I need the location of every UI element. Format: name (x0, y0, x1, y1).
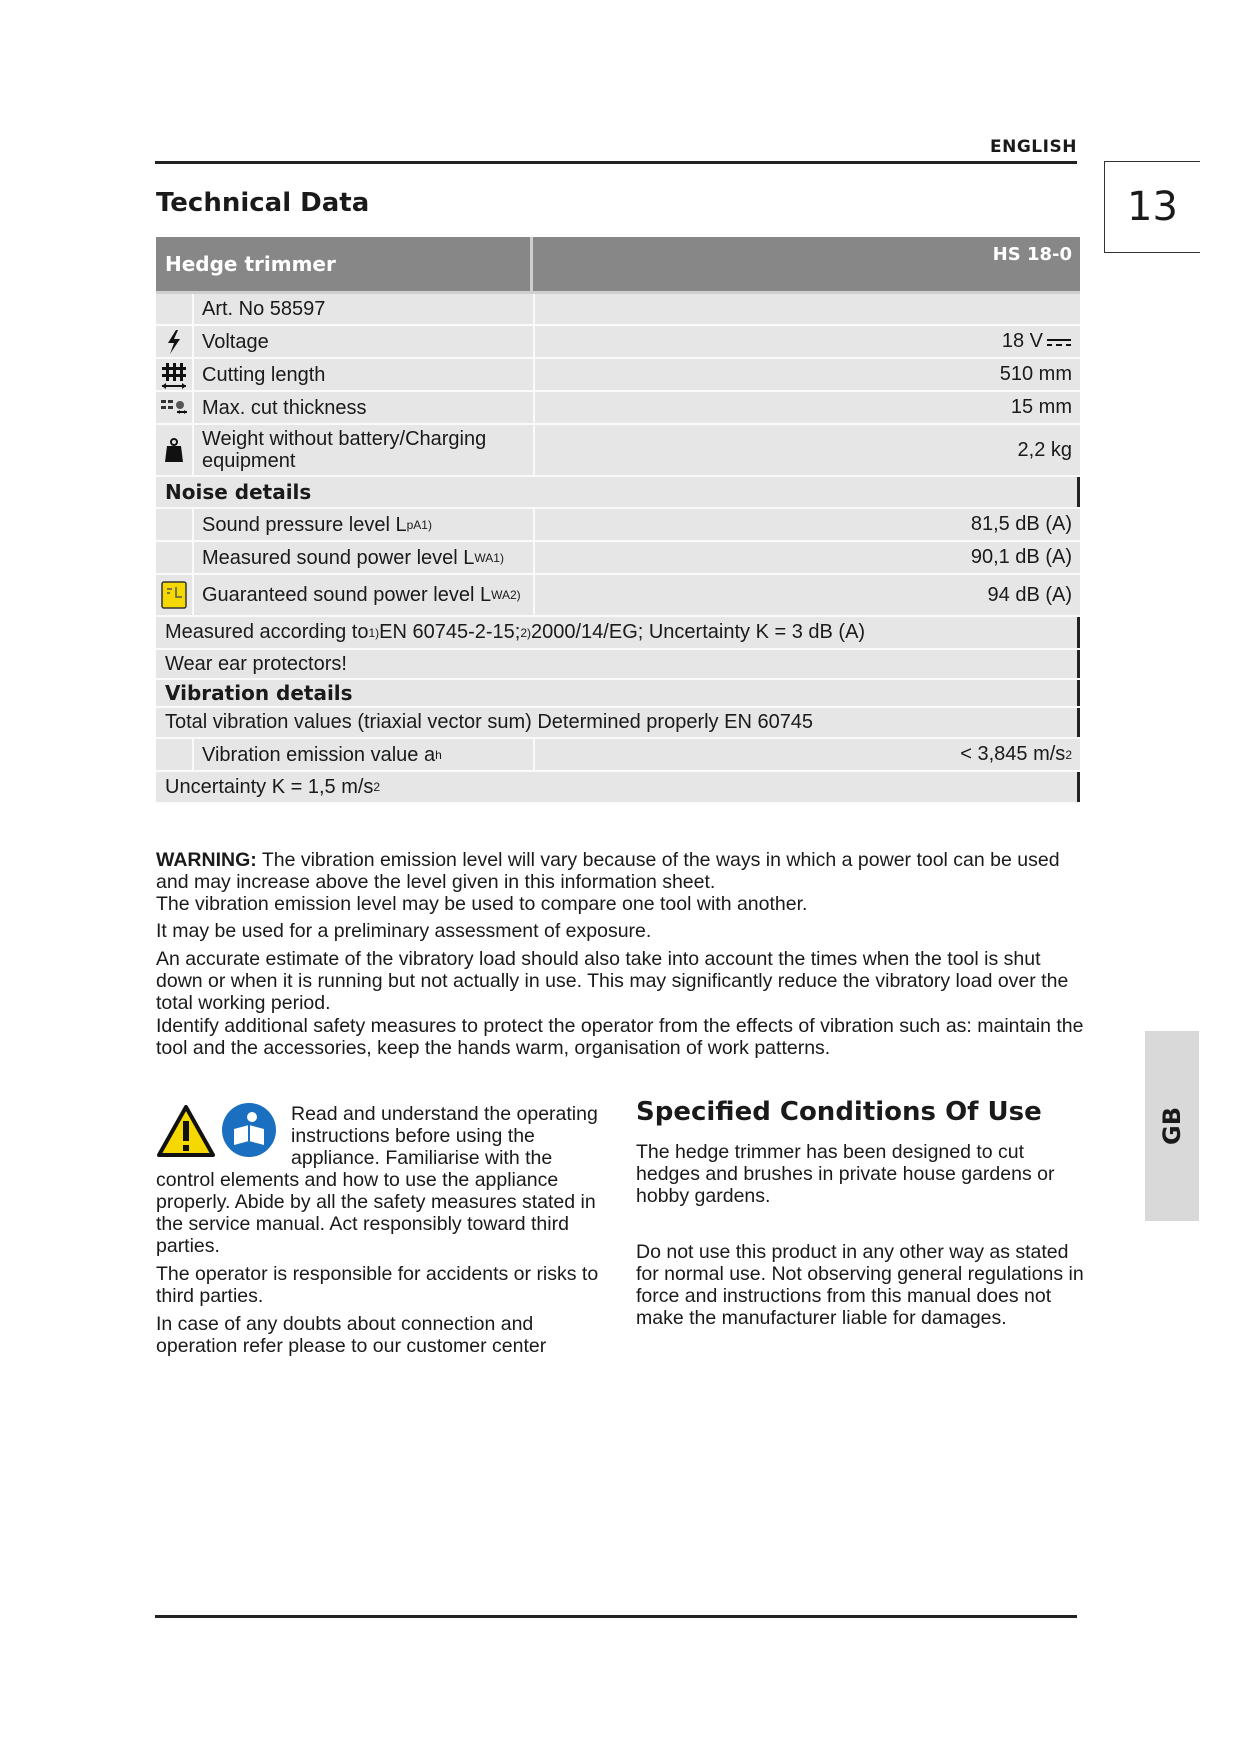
table-row (156, 425, 1080, 477)
table-row (156, 326, 1080, 359)
cutting-length-value: 510 mm (999, 363, 1072, 385)
wear-ear-protectors-note: Wear ear protectors! (156, 650, 1080, 680)
art-no: Art. No 58597 (194, 294, 535, 324)
measured-sound-power-value: 90,1 dB (A) (970, 546, 1072, 568)
cutting-length-icon (156, 359, 194, 390)
sound-pressure-label: Sound pressure level L pA 1) (194, 509, 535, 540)
conditions-of-use-text-1: The hedge trimmer has been designed to cut hedges and brushes in private house gardens or hobby gardens. (636, 1141, 1055, 1207)
weight-icon (156, 425, 194, 475)
voltage-value: 18 V (1001, 330, 1043, 352)
uncertainty-note: Uncertainty K = 1,5 m/s 2 (156, 772, 1080, 804)
page-number: 13 (1104, 161, 1200, 253)
table-row (156, 392, 1080, 425)
conditions-of-use-text-2: Do not use this product in any other way as stated for normal use. Not observing general regulations in force and instructions from this manual does not make the manufacturer liable for damages. (636, 1241, 1084, 1329)
warning-paragraph-3: An accurate estimate of the vibratory load should also take into account the times when the tool is shut down or when it is running but not actually in use. This may significantly reduce the vibratory load over the total working period. (156, 948, 1069, 1014)
operator-responsible-text: The operator is responsible for accidents or risks to third parties. (156, 1263, 599, 1307)
bottom-rule (155, 1615, 1077, 1618)
section-title: Technical Data (156, 188, 370, 218)
vibration-details-heading: Vibration details (156, 680, 1080, 708)
noise-details-heading: Noise details (156, 477, 1080, 509)
vibration-total-note: Total vibration values (triaxial vector sum) Determined properly EN 60745 (156, 708, 1080, 739)
cut-thickness-label: Max. cut thickness (194, 392, 535, 423)
cut-thickness-value: 15 mm (1010, 396, 1072, 418)
cutting-length-label: Cutting length (194, 359, 535, 390)
table-header-label: Hedge trimmer (156, 237, 533, 291)
warning-paragraph-2: It may be used for a preliminary assessment of exposure. (156, 920, 652, 942)
read-instructions-rest: control elements and how to use the appliance properly. Abide by all the safety measures stated in the service manual. Act responsibly toward third parties. (156, 1169, 596, 1257)
guaranteed-sound-power-label: Guaranteed sound power level L WA 2) (194, 575, 535, 615)
table-row (156, 509, 1080, 542)
warning-paragraph: WARNING: The vibration emission level will vary because of the ways in which a power tool can be used and may increase above the level given in this information sheet. The vibration emission level may be used to compare one tool with another. (156, 849, 1060, 915)
vibration-emission-label: Vibration emission value a h (194, 739, 535, 770)
read-manual-icon (220, 1101, 278, 1164)
vibration-emission-value: < 3,845 m/s 2 (960, 743, 1072, 765)
table-header (156, 237, 1080, 294)
warning-label: WARNING: (156, 849, 257, 871)
warning-paragraph-4: Identify additional safety measures to protect the operator from the effects of vibration such as: maintain the tool and the accessories, keep the hands warm, organisation of work patterns. (156, 1015, 1084, 1059)
voltage-label: Voltage (194, 326, 535, 357)
lightning-icon (156, 326, 194, 357)
caution-triangle-icon (156, 1104, 216, 1163)
table-row (156, 359, 1080, 392)
top-rule (155, 161, 1077, 164)
table-row (156, 575, 1080, 617)
table-header-model: HS 18-0 (992, 244, 1072, 265)
sound-level-icon (156, 575, 194, 615)
weight-value: 2,2 kg (1017, 438, 1072, 461)
conditions-of-use-title: Specified Conditions Of Use (636, 1097, 1042, 1127)
guaranteed-sound-power-value: 94 dB (A) (987, 583, 1072, 606)
language-side-tab: GB (1145, 1031, 1199, 1221)
technical-data-table (156, 237, 1080, 804)
measured-sound-power-label: Measured sound power level L WA 1) (194, 542, 535, 573)
table-row (156, 739, 1080, 772)
table-row (156, 542, 1080, 575)
table-row (156, 294, 1080, 326)
read-instructions-lines: Read and understand the operating instructions before using the appliance. Familiarise with the (291, 1103, 598, 1169)
customer-center-text: In case of any doubts about connection and operation refer please to our customer center (156, 1313, 547, 1357)
cut-thickness-icon (156, 392, 194, 423)
measured-according-note: Measured according to 1) EN 60745-2-15; 2) 2000/14/EG; Uncertainty K = 3 dB (A) (156, 617, 1080, 650)
dc-symbol-icon (1046, 335, 1072, 349)
weight-label: Weight without battery/Charging equipment (194, 425, 535, 475)
language-label: ENGLISH (990, 137, 1077, 157)
sound-pressure-value: 81,5 dB (A) (970, 513, 1072, 535)
